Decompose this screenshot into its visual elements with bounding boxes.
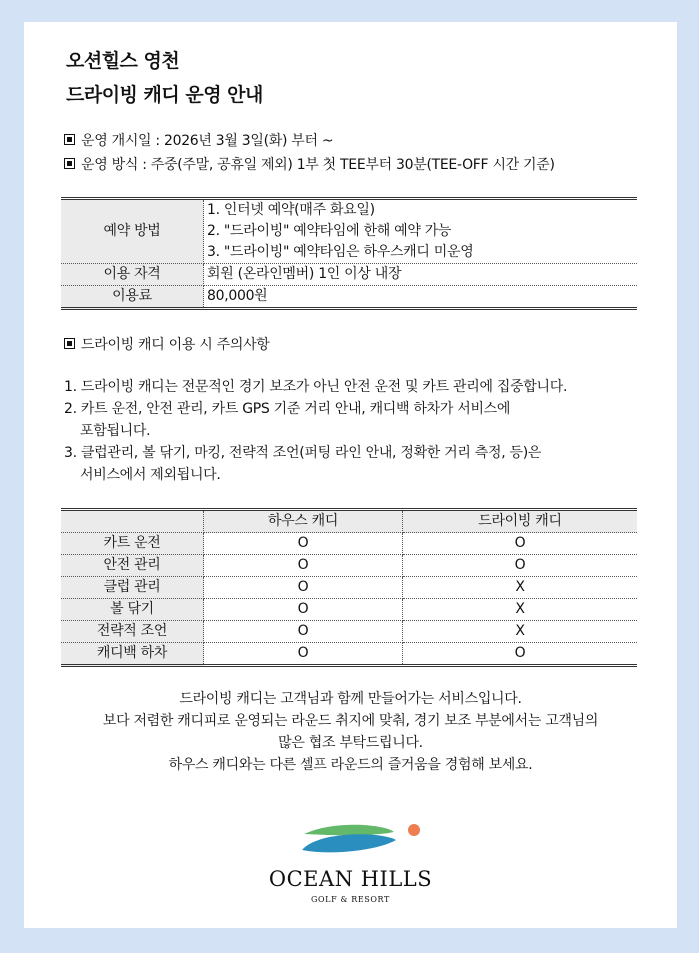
driving-caddie-cell: O: [402, 555, 637, 577]
row-value: 회원 (온라인멤버) 1인 이상 내장: [204, 264, 638, 286]
row-label: 볼 닦기: [61, 599, 204, 621]
row-label: 안전 관리: [61, 555, 204, 577]
square-bullet-icon: [64, 134, 75, 145]
row-label: 전략적 조언: [61, 621, 204, 643]
row-label: 클럽 관리: [61, 577, 204, 599]
table-row: [61, 264, 637, 286]
logo-wordmark: OCEAN HILLS: [268, 867, 433, 891]
value-line: 1. 인터넷 예약(매주 화요일): [207, 202, 375, 218]
driving-caddie-cell: X: [402, 621, 637, 643]
table-row: [61, 286, 637, 309]
list-item: 1. 드라이빙 캐디는 전문적인 경기 보조가 아닌 안전 운전 및 카트 관리에 집중합니다.: [64, 379, 568, 395]
value-line: 2. "드라이빙" 예약타임에 한해 예약 가능: [207, 223, 452, 239]
row-label: 이용료: [61, 286, 204, 309]
house-caddie-cell: O: [204, 533, 403, 555]
square-bullet-icon: [64, 158, 75, 169]
notice-list: [64, 376, 567, 486]
closing-message: [24, 688, 677, 776]
driving-caddie-cell: X: [402, 599, 637, 621]
house-caddie-cell: O: [204, 555, 403, 577]
row-value: 80,000원: [207, 288, 268, 304]
operation-method-line: [64, 154, 555, 174]
closing-line: 드라이빙 캐디는 고객님과 함께 만들어가는 서비스입니다.: [179, 691, 522, 707]
closing-line: 보다 저렴한 캐디피로 운영되는 라운드 취지에 맞춰, 경기 보조 부분에서는 고객님의: [102, 713, 599, 729]
comparison-table: [61, 508, 637, 667]
notice-heading: [64, 334, 270, 354]
notice-page: [24, 22, 677, 928]
table-row: [61, 599, 637, 621]
column-header: [61, 510, 204, 533]
table-row: [61, 199, 637, 264]
row-label: 캐디백 하차: [61, 643, 204, 666]
house-caddie-cell: O: [204, 577, 403, 599]
house-caddie-cell: O: [204, 643, 403, 666]
logo-tagline: GOLF & RESORT: [311, 895, 390, 904]
closing-line: 많은 협조 부탁드립니다.: [278, 735, 423, 751]
house-caddie-cell: O: [204, 621, 403, 643]
row-label: 이용 자격: [61, 264, 204, 286]
driving-caddie-cell: X: [402, 577, 637, 599]
table-row: [61, 643, 637, 666]
table-row: [61, 577, 637, 599]
driving-caddie-cell: O: [514, 645, 526, 661]
table-row: [61, 555, 637, 577]
house-caddie-cell: O: [204, 599, 403, 621]
column-header: 하우스 캐디: [204, 510, 403, 533]
column-header: 드라이빙 캐디: [402, 510, 637, 533]
row-label: 카트 운전: [61, 533, 204, 555]
square-bullet-icon: [64, 338, 75, 349]
start-date-line: [64, 130, 333, 150]
page-title-venue: 오션힐스 영천: [66, 50, 180, 72]
notice-heading-text: 드라이빙 캐디 이용 시 주의사항: [81, 337, 270, 353]
list-item: 3. 클럽관리, 볼 닦기, 마킹, 전략적 조언(퍼팅 라인 안내, 정확한 거리 측정, 등)은: [64, 445, 542, 461]
list-item: 2. 카트 운전, 안전 관리, 카트 GPS 기준 거리 안내, 캐디백 하차가 서비스에: [64, 401, 511, 417]
table-header-row: [61, 510, 637, 533]
start-date-text: 운영 개시일 : 2026년 3월 3일(화) 부터 ~: [81, 133, 334, 149]
table-row: [61, 533, 637, 555]
driving-caddie-cell: O: [402, 533, 637, 555]
table-row: [61, 621, 637, 643]
list-item: 포함됩니다.: [80, 423, 151, 439]
page-title: 드라이빙 캐디 운영 안내: [66, 84, 263, 106]
value-line: 3. "드라이빙" 예약타임은 하우스캐디 미운영: [207, 244, 474, 260]
operation-method-text: 운영 방식 : 주중(주말, 공휴일 제외) 1부 첫 TEE부터 30분(TEE-OFF 시간 기준): [81, 157, 555, 173]
row-label: 예약 방법: [61, 199, 204, 264]
list-item: 서비스에서 제외됩니다.: [80, 467, 221, 483]
row-value: [204, 199, 638, 264]
reservation-table: [61, 197, 637, 310]
closing-line: 하우스 캐디와는 다른 셀프 라운드의 즐거움을 경험해 보세요.: [168, 757, 533, 773]
